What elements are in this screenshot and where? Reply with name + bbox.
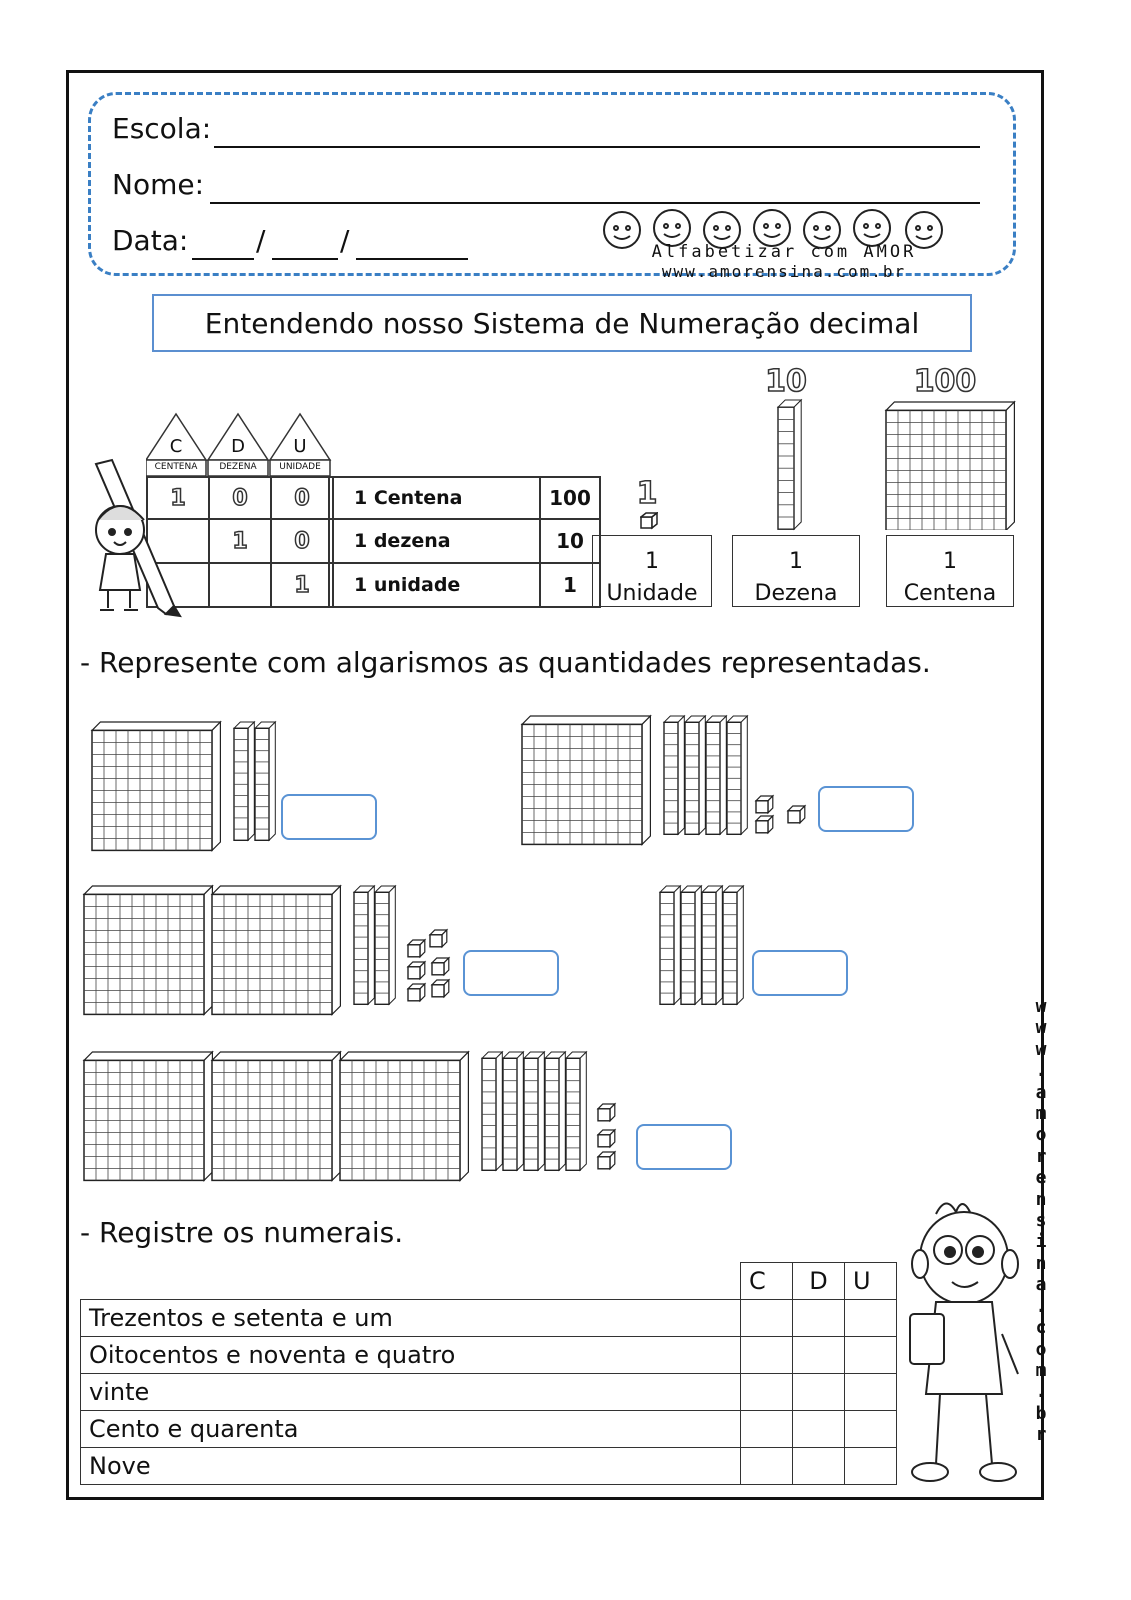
value-number: 10 (540, 519, 600, 563)
ten-label: Dezena (754, 581, 838, 606)
d-cell[interactable] (793, 1374, 845, 1411)
d-cell[interactable] (793, 1300, 845, 1337)
numeral-text: Oitocentos e noventa e quatro (81, 1337, 741, 1374)
c-cell[interactable] (741, 1300, 793, 1337)
cdu-name-centena: CENTENA (154, 462, 198, 472)
answer-box[interactable] (463, 950, 559, 996)
hundred-count: 1 (943, 549, 957, 574)
unit-label-box (592, 535, 712, 607)
date-month-field[interactable] (272, 258, 338, 260)
ten-rod (778, 400, 801, 529)
cdu-cell: 1 (271, 563, 333, 607)
hundred-number: 100 (913, 364, 977, 399)
u-cell[interactable] (845, 1411, 897, 1448)
u-cell[interactable] (845, 1300, 897, 1337)
answer-box[interactable] (818, 786, 914, 832)
hundred-flat-icon (884, 400, 1018, 530)
c-cell[interactable] (741, 1374, 793, 1411)
ten-label-box (732, 535, 860, 607)
numeral-text: vinte (81, 1374, 741, 1411)
header-d: D (793, 1263, 845, 1300)
u-cell[interactable] (845, 1374, 897, 1411)
numeral-text: Nove (81, 1448, 741, 1485)
value-label: 1 dezena (329, 519, 540, 563)
cdu-cell: 1 (209, 519, 271, 563)
c-cell[interactable] (741, 1411, 793, 1448)
unit-label: Unidade (606, 581, 698, 606)
page-title: Entendendo nosso Sistema de Numeração decimal (152, 294, 972, 352)
date-day-field[interactable] (192, 258, 254, 260)
numeral-text: Trezentos e setenta e um (81, 1300, 741, 1337)
school-label: Escola: (112, 112, 212, 145)
answer-box[interactable] (752, 950, 848, 996)
c-cell[interactable] (741, 1337, 793, 1374)
cdu-cell: 1 (147, 477, 209, 519)
value-number: 100 (540, 477, 600, 519)
girl-with-pencil-icon (78, 458, 188, 618)
date-separator: / (340, 224, 350, 257)
exercise1-instruction: - Represente com algarismos as quantidades representadas. (80, 646, 931, 679)
answer-box[interactable] (281, 794, 377, 840)
numerals-table (80, 1262, 897, 1485)
exercise2-instruction: - Registre os numerais. (80, 1216, 404, 1249)
name-field[interactable] (210, 202, 980, 204)
cdu-letter-d: D (231, 436, 245, 457)
d-cell[interactable] (793, 1411, 845, 1448)
value-label: 1 unidade (329, 563, 540, 607)
cdu-name-dezena: DEZENA (219, 462, 257, 472)
cdu-cell: 0 (209, 477, 271, 519)
answer-box[interactable] (636, 1124, 732, 1170)
d-cell[interactable] (793, 1448, 845, 1485)
cdu-name-unidade: UNIDADE (279, 462, 321, 472)
numeral-text: Cento e quarenta (81, 1411, 741, 1448)
unit-count: 1 (645, 549, 659, 574)
u-cell[interactable] (845, 1337, 897, 1374)
ten-rod-icon (776, 398, 806, 532)
logo-text: Alfabetizar com AMOR (651, 242, 917, 262)
unit-cube-icon (640, 512, 658, 530)
date-label: Data: (112, 224, 189, 257)
ten-number: 10 (765, 364, 807, 399)
unit-number: 1 (636, 476, 658, 511)
cdu-cell (209, 563, 271, 607)
value-number: 1 (540, 563, 600, 607)
side-url-text: w w w . a m o r e n s i n a . c o m . b r (1035, 996, 1047, 1446)
header-c: C (741, 1263, 793, 1300)
boy-with-glasses-icon (906, 1194, 1030, 1494)
d-cell[interactable] (793, 1337, 845, 1374)
logo-url: www.amorensina.com.br (661, 262, 907, 281)
cdu-letter-c: C (169, 436, 183, 457)
ten-count: 1 (789, 549, 803, 574)
hundred-label: Centena (903, 581, 997, 606)
value-table (328, 476, 601, 608)
cdu-letter-u: U (293, 436, 307, 457)
header-u: U (845, 1263, 897, 1300)
date-separator: / (256, 224, 266, 257)
hundred-flat (886, 402, 1014, 530)
hundred-label-box (886, 535, 1014, 607)
cdu-cell: 0 (271, 519, 333, 563)
u-cell[interactable] (845, 1448, 897, 1485)
cdu-cell: 0 (271, 477, 333, 519)
school-field[interactable] (214, 146, 980, 148)
name-label: Nome: (112, 168, 205, 201)
value-label: 1 Centena (329, 477, 540, 519)
c-cell[interactable] (741, 1448, 793, 1485)
date-year-field[interactable] (356, 258, 468, 260)
